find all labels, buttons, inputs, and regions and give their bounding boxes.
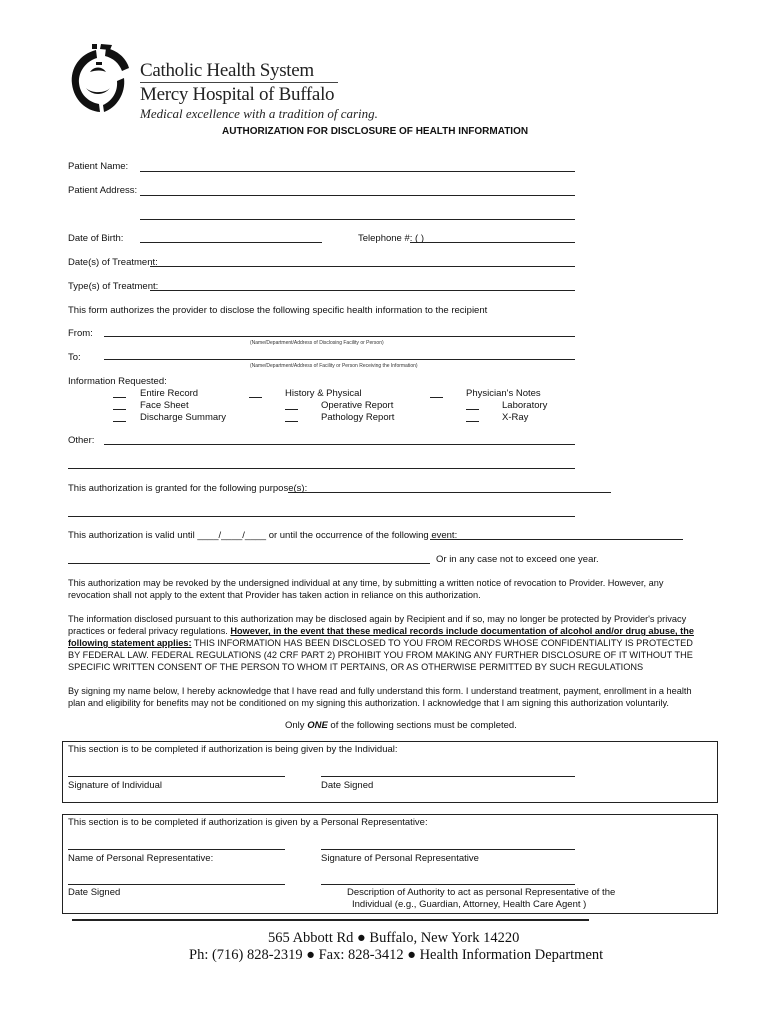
from-field[interactable] (104, 336, 575, 337)
only-one-text-c: of the following sections must be completed. (327, 720, 517, 731)
representative-name-label: Name of Personal Representative: (68, 853, 214, 864)
telephone-field[interactable] (410, 242, 575, 243)
other-field-2[interactable] (68, 468, 575, 469)
checkbox-history-physical[interactable] (249, 397, 262, 398)
date-of-birth-label: Date of Birth: (68, 233, 124, 244)
org-name-line2: Mercy Hospital of Buffalo (140, 84, 335, 105)
info-item-history-physical: History & Physical (285, 388, 362, 399)
types-of-treatment-label: Type(s) of Treatment: (68, 281, 159, 292)
from-caption: (Name/Department/Address of Disclosing Facility or Person) (250, 340, 384, 346)
revocation-paragraph: This authorization may be revoked by the undersigned individual at any time, by submitting a written notice of revocation to Provider. However, any revocation shall not apply to the extent that Provider has taken action in reliance on this authorization. (68, 578, 664, 600)
checkbox-laboratory[interactable] (466, 409, 479, 410)
purpose-field[interactable] (288, 492, 611, 493)
checkbox-x-ray[interactable] (466, 421, 479, 422)
patient-address-field[interactable] (140, 195, 575, 196)
representative-signature-field[interactable] (321, 849, 575, 850)
acknowledgement-paragraph: By signing my name below, I hereby acknowledge that I have read and fully understand this form. I understand treatment, payment, enrollment in a health plan and eligibility for benefits may not be conditioned on my signing this authorization. I acknowledge that I am signing this authorization voluntarily. (68, 686, 692, 708)
purpose-field-2[interactable] (68, 516, 575, 517)
representative-name-field[interactable] (68, 849, 285, 850)
representative-date-field[interactable] (68, 884, 285, 885)
individual-section-heading: This section is to be completed if authorization is being given by the Individual: (68, 744, 398, 755)
not-exceed-text: Or in any case not to exceed one year. (436, 554, 599, 565)
individual-date-field[interactable] (321, 776, 575, 777)
representative-signature-label: Signature of Personal Representative (321, 853, 479, 864)
footer-contact: Ph: (716) 828-2319 ● Fax: 828-3412 ● Health Information Department (189, 947, 604, 963)
to-caption: (Name/Department/Address of Facility or Person Receiving the Information) (250, 363, 418, 369)
patient-name-label: Patient Name: (68, 161, 129, 172)
info-item-laboratory: Laboratory (502, 400, 548, 411)
info-item-entire-record: Entire Record (140, 388, 199, 399)
patient-name-field[interactable] (140, 171, 575, 172)
representative-authority-field[interactable] (321, 884, 575, 885)
only-one-instruction (285, 720, 517, 731)
patient-address-label: Patient Address: (68, 185, 138, 196)
checkbox-physicians-notes[interactable] (430, 397, 443, 398)
to-field[interactable] (104, 359, 575, 360)
representative-section-heading: This section is to be completed if authorization is given by a Personal Representative: (68, 817, 428, 828)
only-one-text-a: Only (285, 720, 308, 731)
catholic-health-logo-icon (66, 44, 136, 118)
info-item-operative-report: Operative Report (321, 400, 394, 411)
footer-divider (72, 919, 589, 921)
checkbox-operative-report[interactable] (285, 409, 298, 410)
form-title: AUTHORIZATION FOR DISCLOSURE OF HEALTH INFORMATION (222, 126, 529, 137)
patient-address-field-2[interactable] (140, 219, 575, 220)
disclosure-paragraph (68, 613, 704, 673)
event-field[interactable] (430, 539, 683, 540)
individual-signature-field[interactable] (68, 776, 285, 777)
only-one-emphasis: ONE (307, 720, 328, 731)
disclosure-text: The information disclosed pursuant to this authorization may be disclosed again by Recipient and if so, may no longer be protected by Provider's privacy practices or federal privacy regulations. (68, 614, 687, 636)
other-field[interactable] (104, 444, 575, 445)
types-of-treatment-field[interactable] (150, 290, 575, 291)
representative-date-label: Date Signed (68, 887, 121, 898)
event-field-2[interactable] (68, 563, 430, 564)
disclosure-bold-text: However, in the event that these medical records include documentation of alcohol and/or drug abuse, the following statement applies: (68, 626, 694, 648)
to-label: To: (68, 352, 81, 363)
footer-address: 565 Abbott Rd ● Buffalo, New York 14220 (268, 930, 520, 946)
representative-authority-label-2: Individual (e.g., Guardian, Attorney, Health Care Agent ) (352, 899, 587, 910)
checkbox-face-sheet[interactable] (113, 409, 126, 410)
dates-of-treatment-label: Date(s) of Treatment: (68, 257, 158, 268)
purpose-label: This authorization is granted for the following purpose(s): (68, 483, 308, 494)
representative-authority-label-1: Description of Authority to act as personal Representative of the (347, 887, 616, 898)
valid-until-label: This authorization is valid until ____/____/____ or until the occurrence of the following event: (68, 530, 458, 541)
info-item-pathology-report: Pathology Report (321, 412, 395, 423)
checkbox-pathology-report[interactable] (285, 421, 298, 422)
info-requested-label: Information Requested: (68, 376, 167, 387)
authorizes-statement: This form authorizes the provider to disclose the following specific health information to the recipient (68, 305, 488, 316)
info-item-face-sheet: Face Sheet (140, 400, 189, 411)
individual-date-label: Date Signed (321, 780, 374, 791)
checkbox-entire-record[interactable] (113, 397, 126, 398)
other-label: Other: (68, 435, 95, 446)
info-item-physicians-notes: Physician's Notes (466, 388, 541, 399)
info-item-x-ray: X-Ray (502, 412, 529, 423)
checkbox-discharge-summary[interactable] (113, 421, 126, 422)
from-label: From: (68, 328, 93, 339)
individual-signature-label: Signature of Individual (68, 780, 163, 791)
date-of-birth-field[interactable] (140, 242, 322, 243)
info-item-discharge-summary: Discharge Summary (140, 412, 227, 423)
dates-of-treatment-field[interactable] (150, 266, 575, 267)
org-name-line1: Catholic Health System (140, 60, 314, 81)
disclosure-federal-text: THIS INFORMATION HAS BEEN DISCLOSED TO YOU FROM RECORDS WHOSE CONFIDENTIALITY IS PROTECTED BY FEDERAL LAW. FEDERAL REGULATIONS (42 CRF PART 2) PROHIBIT YOU FROM MAKING ANY FURTHER DISCLOSURE OF IT WITHOUT THE SPECIFIC WRITTEN CONSENT OF THE PERSON TO WHOM IT PERTAINS, OR AS OTHERWISE PERMITTED BY SUCH REGULATIONS (68, 638, 693, 672)
org-tagline: Medical excellence with a tradition of caring. (140, 106, 378, 121)
telephone-label: Telephone #: ( ) (358, 233, 425, 244)
